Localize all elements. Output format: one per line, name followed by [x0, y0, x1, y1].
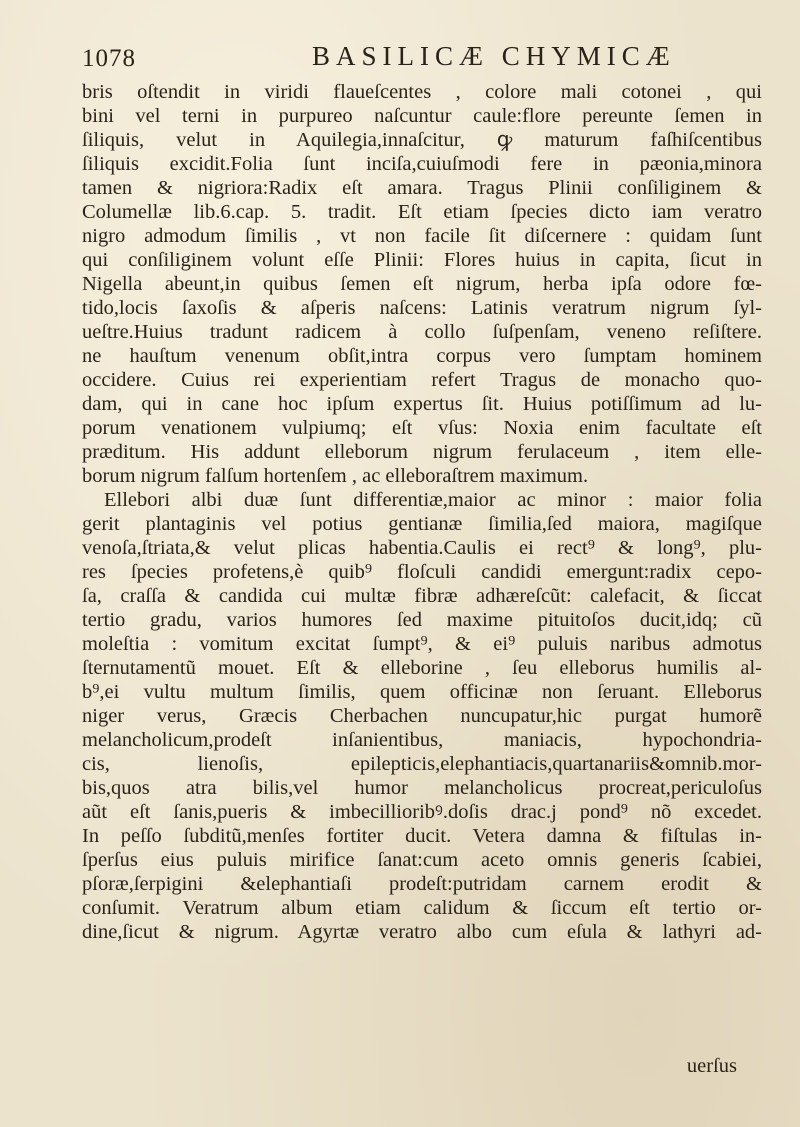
text-line-15: porum venationem vulpiumq; eſt vſus: Noxia enim facultate eſt [82, 417, 762, 439]
text-line-32: In peſſo ſubditũ,menſes fortiter ducit. Vetera damna & fiſtulas in- [82, 825, 762, 847]
text-line-18: Ellebori albi duæ ſunt differentiæ,maior ac minor : maior folia [104, 489, 762, 511]
text-line-8: qui conſiliginem volunt eſſe Plinii: Flores huius in capita, ſicut in [82, 249, 762, 271]
text-line-28: melancholicum,prodeſt inſanientibus, maniacis, hypochondria- [82, 729, 762, 751]
text-line-22: ſa, craſſa & candida cui multæ fibræ adhæreſcũt: calefacit, & ſiccat [82, 585, 762, 607]
running-head: BASILICÆ CHYMICÆ [312, 41, 676, 71]
text-line-10: tido,locis ſaxoſis & aſperis naſcens: Latinis veratrum nigrum ſyl- [82, 297, 762, 319]
text-line-13: occidere. Cuius rei experientiam refert Tragus de monacho quo- [82, 369, 762, 391]
text-line-6: Columellæ lib.6.cap. 5. tradit. Eſt etiam ſpecies dicto iam veratro [82, 201, 762, 223]
text-line-3: ſiliquis, velut in Aquilegia,innaſcitur, ꝙ maturum faſhiſcentibus [82, 129, 762, 151]
text-line-19: gerit plantaginis vel potius gentianæ ſimilia,ſed maiora, magiſque [82, 513, 762, 535]
text-line-2: bini vel terni in purpureo naſcuntur caule:flore pereunte ſemen in [82, 105, 762, 127]
text-line-29: cis, lienoſis, epilepticis,elephantiacis,quartanariis&omnib.mor- [82, 753, 762, 775]
text-line-12: ne hauſtum venenum obſit,intra corpus vero ſumptam hominem [82, 345, 762, 367]
text-line-36: dine,ſicut & nigrum. Agyrtæ veratro albo cum eſula & lathyri ad- [82, 921, 762, 943]
catchword: uerſus [686, 1055, 737, 1077]
text-line-9: Nigella abeunt,in quibus ſemen eſt nigrum, herba ipſa odore fœ- [82, 273, 762, 295]
text-line-4: ſiliquis excidit.Folia ſunt inciſa,cuiuſmodi fere in pæonia,minora [82, 153, 762, 175]
text-line-24: moleſtia : vomitum excitat ſumpt⁹, & ei⁹ puluis naribus admotus [82, 633, 762, 655]
text-line-33: ſperſus eius puluis mirifice ſanat:cum aceto omnis generis ſcabiei, [82, 849, 762, 871]
page-number: 1078 [82, 45, 136, 72]
text-line-27: niger verus, Græcis Cherbachen nuncupatur,hic purgat humorẽ [82, 705, 762, 727]
text-line-16: præditum. His addunt elleborum nigrum ferulaceum , item elle- [82, 441, 762, 463]
text-line-23: tertio gradu, varios humores ſed maxime pituitoſos ducit,idq; cũ [82, 609, 762, 631]
text-line-31: aũt eſt ſanis,pueris & imbecillioribꝰ.doſis drac.j pond⁹ nõ excedet. [82, 801, 762, 823]
text-line-14: dam, qui in cane hoc ipſum expertus ſit. Huius potiſſimum ad lu- [82, 393, 762, 415]
text-line-35: conſumit. Veratrum album etiam calidum & ſiccum eſt tertio or- [82, 897, 762, 919]
text-line-11: ueſtre.Huius tradunt radicem à collo ſuſpenſam, veneno reſiſtere. [82, 321, 762, 343]
text-line-25: ſternutamentũ mouet. Eſt & elleborine , ſeu elleborus humilis al- [82, 657, 762, 679]
text-line-5: tamen & nigriora:Radix eſt amara. Tragus Plinii conſiliginem & [82, 177, 762, 199]
text-line-7: nigro admodum ſimilis , vt non facile ſit diſcernere : quidam ſunt [82, 225, 762, 247]
text-line-1: bris oſtendit in viridi flaueſcentes , colore mali cotonei , qui [82, 81, 762, 103]
text-line-26: b⁹,ei vultu multum ſimilis, quem officinæ non ſeruant. Elleborus [82, 681, 762, 703]
text-line-20: venoſa,ſtriata,& velut plicas habentia.Caulis ei rect⁹ & long⁹, plu- [82, 537, 762, 559]
text-line-17: borum nigrum falſum hortenſem , ac elleboraſtrem maximum. [82, 465, 589, 487]
body-text [82, 80, 762, 944]
text-line-21: res ſpecies profetens,è quib⁹ floſculi candidi emergunt:radix cepo- [82, 561, 762, 583]
text-line-34: pſoræ,ſerpigini &elephantiaſi prodeſt:putridam carnem erodit & [82, 873, 762, 895]
text-line-30: bis,quos atra bilis,vel humor melancholicus procreat,periculoſus [82, 777, 762, 799]
